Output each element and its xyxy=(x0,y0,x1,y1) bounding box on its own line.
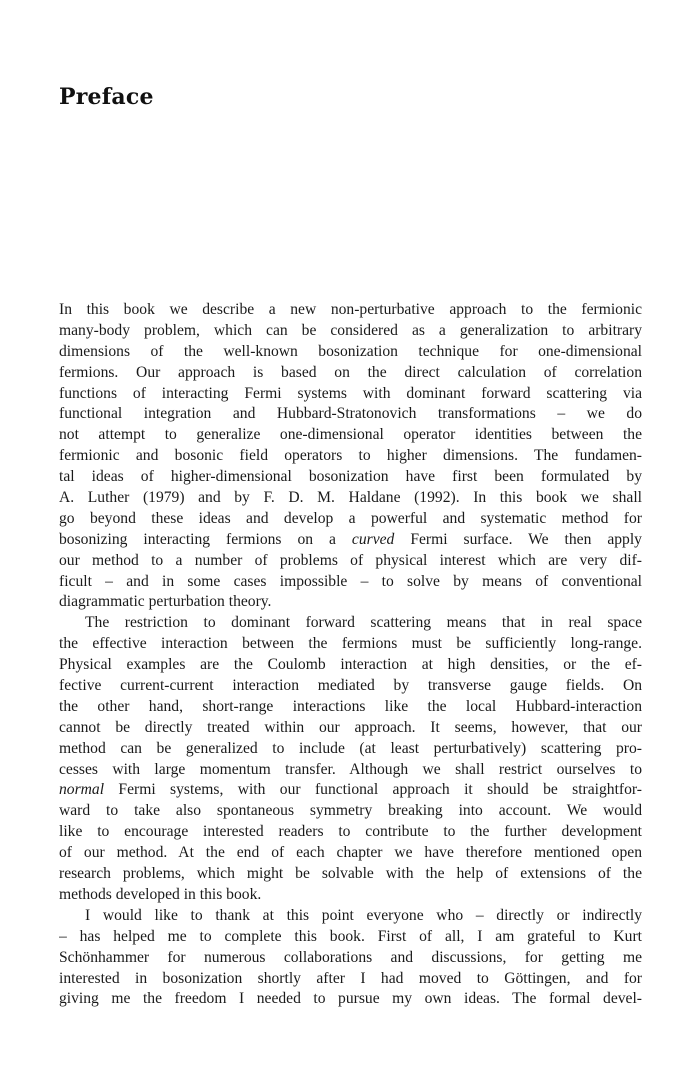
text-line: many-body problem, which can be considered as a generalization to arbitrary xyxy=(59,321,642,339)
text-line: method can be generalized to include (at least perturbatively) scattering pro- xyxy=(59,739,642,757)
text-line: cesses with large momentum transfer. Although we shall restrict ourselves to xyxy=(59,760,642,778)
text-line: go beyond these ideas and develop a powerful and systematic method for xyxy=(59,509,642,527)
paragraph-1 xyxy=(59,300,642,613)
text-line: our method to a number of problems of physical interest which are very dif- xyxy=(59,551,642,569)
text-line: functional integration and Hubbard-Stratonovich transformations – we do xyxy=(59,405,642,423)
emphasis: curved xyxy=(351,530,395,548)
text-line: fermions. Our approach is based on the direct calculation of correlation xyxy=(59,363,642,381)
text-line: functions of interacting Fermi systems with dominant forward scattering via xyxy=(59,384,642,402)
text-line: methods developed in this book. xyxy=(59,885,262,903)
text-line: bosonizing interacting fermions on a curved Fermi surface. We then apply xyxy=(59,530,642,548)
text-line: Schönhammer for numerous collaborations and discussions, for getting me xyxy=(59,948,642,966)
emphasis: normal xyxy=(59,781,105,799)
text-line: research problems, which might be solvable with the help of extensions of the xyxy=(59,865,642,883)
text-line: The restriction to dominant forward scattering means that in real space xyxy=(85,614,642,632)
text-line: not attempt to generalize one-dimensional operator identities between the xyxy=(59,426,642,444)
text-line: fermionic and bosonic field operators to higher dimensions. The fundamen- xyxy=(59,447,642,465)
paragraph-2 xyxy=(59,613,642,905)
body-text xyxy=(59,300,642,1010)
text-line: I would like to thank at this point everyone who – directly or indirectly xyxy=(85,906,642,924)
text-line: normal Fermi systems, with our functional approach it should be straightfor- xyxy=(59,781,642,799)
text-line: dimensions of the well-known bosonization technique for one-dimensional xyxy=(59,342,642,360)
text-line: cannot be directly treated within our approach. It seems, however, that our xyxy=(59,718,642,736)
text-line: the other hand, short-range interactions like the local Hubbard-interaction xyxy=(59,697,642,715)
text-line: fective current-current interaction mediated by transverse gauge fields. On xyxy=(59,677,642,695)
text-line: the effective interaction between the fermions must be sufficiently long-range. xyxy=(59,635,642,653)
text-line: like to encourage interested readers to contribute to the further development xyxy=(59,823,642,841)
text-line: A. Luther (1979) and by F. D. M. Haldane (1992). In this book we shall xyxy=(59,489,642,507)
text-line: Physical examples are the Coulomb interaction at high densities, or the ef- xyxy=(59,656,642,674)
text-line: of our method. At the end of each chapter we have therefore mentioned open xyxy=(59,844,642,862)
text-line: – has helped me to complete this book. First of all, I am grateful to Kurt xyxy=(59,927,642,945)
text-line: diagrammatic perturbation theory. xyxy=(59,593,272,611)
text-line: ficult – and in some cases impossible – to solve by means of conventional xyxy=(59,572,642,590)
paragraph-3 xyxy=(59,906,642,1010)
page-title: Preface xyxy=(59,84,154,110)
text-line: In this book we describe a new non-perturbative approach to the fermionic xyxy=(59,301,642,318)
text-line: interested in bosonization shortly after I had moved to Göttingen, and for xyxy=(59,969,642,987)
text-line: giving me the freedom I needed to pursue my own ideas. The formal devel- xyxy=(59,990,642,1008)
text-line: tal ideas of higher-dimensional bosonization have first been formulated by xyxy=(59,468,642,486)
text-line: ward to take also spontaneous symmetry breaking into account. We would xyxy=(59,802,642,820)
